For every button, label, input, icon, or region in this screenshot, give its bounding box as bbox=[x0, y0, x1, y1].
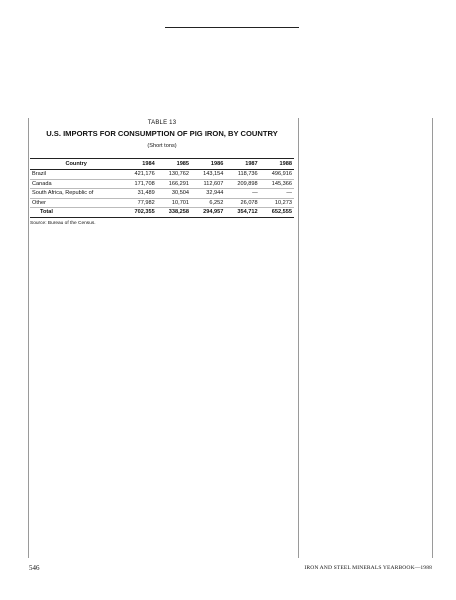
column-header-1988: 1988 bbox=[279, 161, 292, 167]
left-column-rule bbox=[28, 118, 29, 558]
cell-country: Brazil bbox=[30, 170, 122, 180]
cell-value: 77,982 bbox=[122, 198, 156, 208]
running-title: IRON AND STEEL MINERALS YEARBOOK—1988 bbox=[304, 565, 432, 571]
cell-value: 32,944 bbox=[191, 189, 225, 199]
cell-total-value: 294,957 bbox=[191, 208, 225, 218]
cell-total-value: 338,258 bbox=[157, 208, 191, 218]
cell-total-label: Total bbox=[30, 208, 122, 218]
table-row bbox=[30, 198, 294, 208]
imports-table bbox=[30, 158, 294, 218]
cell-value: 143,154 bbox=[191, 170, 225, 180]
cell-value: 30,504 bbox=[157, 189, 191, 199]
cell-value: 130,762 bbox=[157, 170, 191, 180]
cell-value: 118,736 bbox=[225, 170, 259, 180]
cell-value: 10,273 bbox=[260, 198, 294, 208]
table-row bbox=[30, 189, 294, 199]
cell-value: 209,898 bbox=[225, 179, 259, 189]
cell-country: Canada bbox=[30, 179, 122, 189]
table-block bbox=[30, 119, 294, 227]
cell-total-value: 702,355 bbox=[122, 208, 156, 218]
cell-total-value: 652,555 bbox=[260, 208, 294, 218]
table-number: TABLE 13 bbox=[147, 120, 177, 126]
cell-value: — bbox=[225, 189, 259, 199]
cell-value: 112,607 bbox=[191, 179, 225, 189]
cell-value: 171,708 bbox=[122, 179, 156, 189]
cell-value: 10,701 bbox=[157, 198, 191, 208]
cell-country: South Africa, Republic of bbox=[30, 189, 122, 199]
cell-value: 166,291 bbox=[157, 179, 191, 189]
cell-value: 496,916 bbox=[260, 170, 294, 180]
page-number: 546 bbox=[29, 564, 40, 572]
top-rule bbox=[165, 27, 299, 28]
cell-country: Other bbox=[30, 198, 122, 208]
table-source-note: Source: Bureau of the Census. bbox=[30, 220, 96, 226]
table-title: U.S. IMPORTS FOR CONSUMPTION OF PIG IRON, BY COUNTRY bbox=[46, 129, 278, 138]
cell-value: 26,078 bbox=[225, 198, 259, 208]
table-header-row bbox=[30, 159, 294, 170]
right-column-rule bbox=[432, 118, 433, 558]
table-total-row bbox=[30, 208, 294, 218]
column-divider bbox=[298, 118, 299, 558]
column-header-country: Country bbox=[65, 161, 87, 167]
cell-value: 6,252 bbox=[191, 198, 225, 208]
column-header-1987: 1987 bbox=[245, 161, 258, 167]
cell-value: 421,176 bbox=[122, 170, 156, 180]
cell-value: 145,366 bbox=[260, 179, 294, 189]
table-units: (Short tons) bbox=[147, 143, 177, 149]
cell-value: 31,489 bbox=[122, 189, 156, 199]
table-row bbox=[30, 170, 294, 180]
cell-value: — bbox=[260, 189, 294, 199]
cell-total-value: 354,712 bbox=[225, 208, 259, 218]
column-header-1984: 1984 bbox=[142, 161, 155, 167]
table-row bbox=[30, 179, 294, 189]
column-header-1986: 1986 bbox=[210, 161, 224, 167]
column-header-1985: 1985 bbox=[176, 161, 190, 167]
